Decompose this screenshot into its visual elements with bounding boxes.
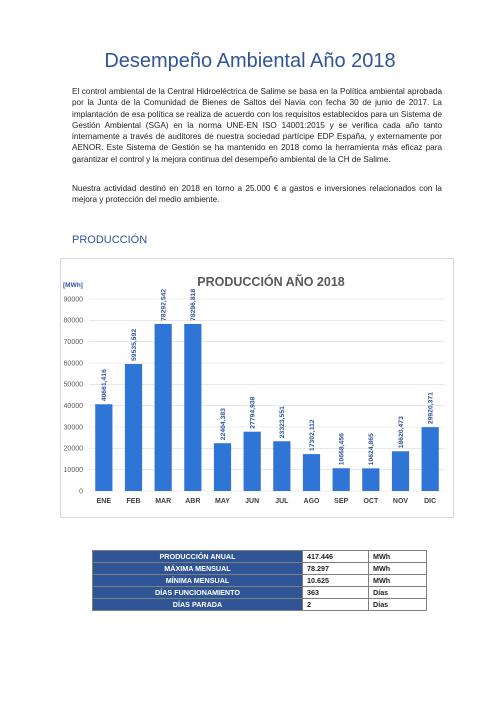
y-tick-label: 30000 — [63, 424, 83, 432]
x-tick-label: JUL — [275, 498, 289, 505]
x-tick-label: JUN — [245, 498, 260, 505]
chart-title: PRODUCCIÓN AÑO 2018 — [197, 275, 345, 289]
summary-label: DÍAS FUNCIONAMIENTO — [93, 587, 303, 599]
bar-abr — [184, 324, 201, 491]
value-label: 18620,473 — [397, 416, 405, 449]
value-label: 10624,865 — [368, 433, 376, 466]
section-title-produccion: PRODUCCIÓN — [72, 234, 148, 246]
value-label: 78292,542 — [160, 288, 168, 321]
bar-jul — [273, 441, 290, 491]
summary-unit: Días — [369, 587, 427, 599]
x-tick-label: ABR — [185, 498, 201, 505]
x-tick-label: MAR — [155, 498, 172, 505]
bar-ago — [303, 454, 320, 491]
summary-row — [93, 599, 427, 611]
value-label: 17302,112 — [308, 419, 316, 452]
summary-value: 78.297 — [303, 563, 369, 575]
summary-label: MÁXIMA MENSUAL — [93, 563, 303, 575]
x-tick-label: OCT — [363, 498, 379, 505]
x-tick-label: NOV — [392, 498, 409, 505]
x-tick-label: SEP — [334, 498, 349, 505]
summary-label: DÍAS PARADA — [93, 599, 303, 611]
production-chart — [60, 258, 454, 518]
y-tick-label: 70000 — [63, 338, 83, 346]
value-label: 27794,938 — [249, 396, 257, 429]
summary-row — [93, 551, 427, 563]
y-tick-label: 90000 — [63, 296, 83, 304]
chart-gridlines — [89, 299, 445, 491]
bar-mar — [155, 324, 172, 491]
value-label: 10668,456 — [338, 433, 346, 466]
x-tick-label: DIC — [424, 498, 437, 505]
value-label: 29920,371 — [427, 392, 435, 425]
x-tick-label: ENE — [96, 498, 112, 505]
x-tick-label: AGO — [303, 498, 320, 505]
bar-oct — [362, 468, 379, 491]
chart-bars — [95, 324, 439, 491]
summary-value: 417.446 — [303, 551, 369, 563]
summary-label: PRODUCCIÓN ANUAL — [93, 551, 303, 563]
budget-paragraph: Nuestra actividad destinó en 2018 en torno a 25.000 € a gastos e inversiones relacionados con la mejora y protección del medio ambiente. — [72, 184, 442, 205]
summary-row — [93, 563, 427, 575]
summary-unit: MWh — [369, 551, 427, 563]
value-label: 22404,383 — [219, 408, 227, 441]
value-label: 78296,818 — [190, 288, 198, 321]
x-tick-label: FEB — [126, 498, 141, 505]
bar-ene — [95, 404, 112, 491]
y-tick-label: 50000 — [63, 381, 83, 389]
production-summary-table — [92, 550, 427, 611]
bar-nov — [392, 451, 409, 491]
value-label: 59535,592 — [130, 328, 138, 361]
y-tick-label: 20000 — [63, 445, 83, 453]
bar-feb — [125, 364, 142, 491]
bar-sep — [333, 468, 350, 491]
value-label: 40661,416 — [101, 369, 109, 402]
chart-x-ticks — [97, 498, 437, 505]
summary-unit: MWh — [369, 575, 427, 587]
production-chart-svg — [61, 259, 453, 517]
y-tick-label: 80000 — [63, 317, 83, 325]
bar-dic — [422, 427, 439, 491]
value-label: 23323,551 — [279, 406, 287, 439]
summary-unit: MWh — [369, 563, 427, 575]
summary-label: MÍNIMA MENSUAL — [93, 575, 303, 587]
bar-jun — [244, 432, 261, 491]
summary-unit: Días — [369, 599, 427, 611]
y-tick-label: 40000 — [63, 402, 83, 410]
y-tick-label: 0 — [79, 488, 83, 496]
bar-may — [214, 443, 231, 491]
y-tick-label: 10000 — [63, 466, 83, 474]
chart-y-ticks — [64, 296, 84, 495]
y-tick-label: 60000 — [63, 360, 83, 368]
chart-y-axis-label: [MWh] — [63, 282, 83, 289]
intro-paragraph: El control ambiental de la Central Hidroeléctrica de Salime se basa en la Política ambiental aprobada por la Junta de la Comunidad de Bienes de Saltos del Navia con fecha 30 de junio de 2017. La implantación de esa política se realiza de acuerdo con los requisitos establecidos para un Sistema de Gestión Ambiental (SGA) en la norma UNE-EN ISO 14001:2015 y se verifica cada año tanto internamente a través de auditores de nuestra sociedad partícipe EDP España, y externamente por AENOR. Este Sistema de Gestión se ha mantenido en 2018 como la herramienta más eficaz para garantizar el control y la mejora continua del desempeño ambiental de la CH de Salime. — [72, 87, 442, 164]
summary-value: 363 — [303, 587, 369, 599]
summary-value: 10.625 — [303, 575, 369, 587]
summary-row — [93, 587, 427, 599]
x-tick-label: MAY — [215, 498, 230, 505]
summary-value: 2 — [303, 599, 369, 611]
summary-row — [93, 575, 427, 587]
chart-value-labels — [101, 289, 434, 466]
page-title: Desempeño Ambiental Año 2018 — [104, 50, 396, 72]
